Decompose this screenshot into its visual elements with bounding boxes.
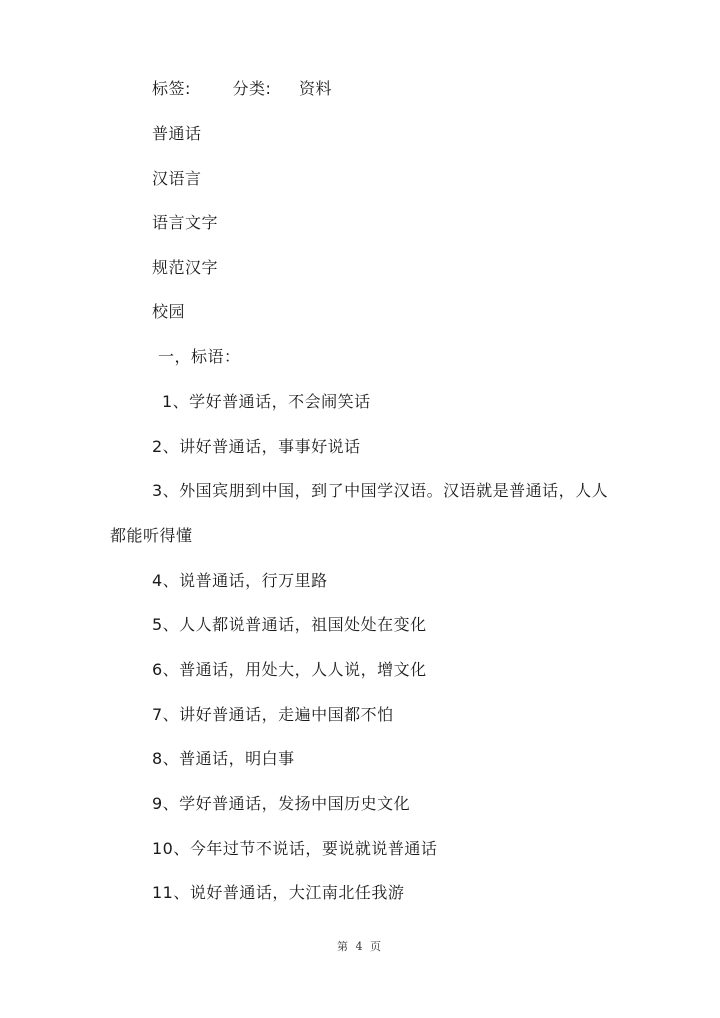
slogan-item: 4、说普通话，行万里路 bbox=[152, 571, 328, 590]
slogan-item: 1、学好普通话，不会闹笑话 bbox=[162, 392, 371, 411]
slogan-item: 9、学好普通话，发扬中国历史文化 bbox=[152, 794, 411, 813]
slogan-item-continuation: 都能听得懂 bbox=[110, 526, 193, 545]
slogan-item: 6、普通话，用处大，人人说，增文化 bbox=[152, 660, 427, 679]
slogan-item: 11、说好普通话，大江南北任我游 bbox=[152, 883, 405, 902]
tag-item: 汉语言 bbox=[152, 169, 202, 188]
slogan-item: 5、人人都说普通话，祖国处处在变化 bbox=[152, 615, 427, 634]
slogan-item: 8、普通话，明白事 bbox=[152, 749, 295, 768]
tag-item: 普通话 bbox=[152, 124, 202, 143]
metadata-row bbox=[152, 78, 332, 100]
section-heading: 一，标语： bbox=[158, 347, 241, 366]
tag-item: 语言文字 bbox=[152, 213, 219, 232]
slogan-item: 2、讲好普通话，事事好说话 bbox=[152, 437, 361, 456]
tag-item: 规范汉字 bbox=[152, 258, 219, 277]
slogan-item: 7、讲好普通话，走遍中国都不怕 bbox=[152, 705, 394, 724]
category-label: 分类: bbox=[232, 79, 272, 98]
page-number: 第 4 页 bbox=[337, 940, 383, 953]
slogan-item: 10、今年过节不说话，要说就说普通话 bbox=[152, 839, 438, 858]
category-value: 资料 bbox=[299, 79, 333, 98]
tags-label: 标签: bbox=[152, 79, 191, 98]
tag-item: 校园 bbox=[152, 302, 186, 321]
slogan-item: 3、外国宾朋到中国，到了中国学汉语。汉语就是普通话，人人 bbox=[152, 481, 609, 500]
